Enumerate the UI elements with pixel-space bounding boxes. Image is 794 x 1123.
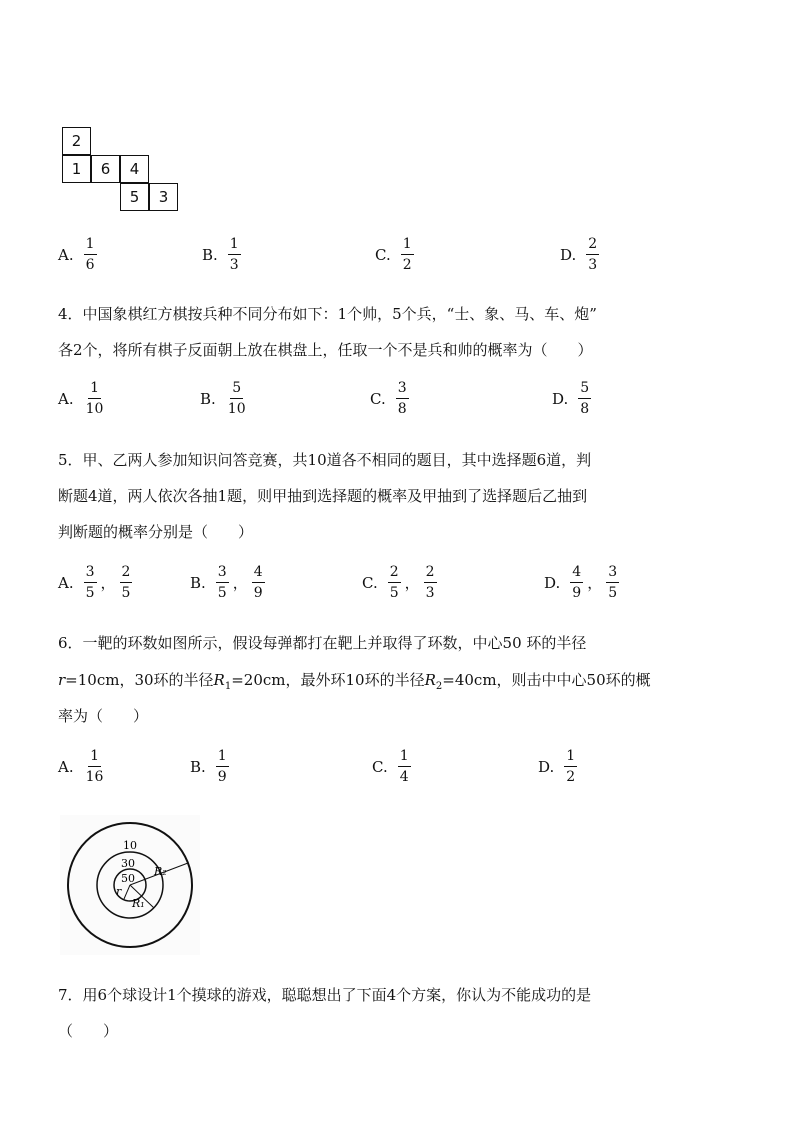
q3-option-b[interactable]: B. $\frac{1}{3}$ bbox=[202, 236, 239, 273]
fraction: $\frac{3}{5}$ bbox=[217, 564, 227, 601]
q4-option-a[interactable]: A. $\frac{1}{10}$ bbox=[58, 380, 104, 417]
q4-option-d[interactable]: D. $\frac{5}{8}$ bbox=[552, 380, 590, 417]
ring-label-50: 50 bbox=[121, 872, 135, 885]
fraction: $\frac{1}{3}$ bbox=[229, 236, 239, 273]
q4-option-c[interactable]: C. $\frac{3}{8}$ bbox=[370, 380, 407, 417]
fraction: $\frac{3}{5}$ bbox=[85, 564, 95, 601]
fraction: $\frac{5}{8}$ bbox=[580, 380, 590, 417]
label-r2: R₂ bbox=[154, 865, 167, 878]
q6-text-line3: 率为（ ） bbox=[58, 707, 149, 725]
q5-text-line2: 断题4道，两人依次各抽1题，则甲抽到选择题的概率及甲抽到了选择题后乙抽到 bbox=[58, 487, 588, 505]
q6-option-b[interactable]: B. $\frac{1}{9}$ bbox=[190, 748, 227, 785]
q5-option-c[interactable]: C. $\frac{2}{5}$ ， $\frac{2}{3}$ bbox=[362, 564, 435, 601]
q5-option-b[interactable]: B. $\frac{3}{5}$ ， $\frac{4}{9}$ bbox=[190, 564, 263, 601]
fraction: $\frac{1}{2}$ bbox=[402, 236, 412, 273]
fraction: $\frac{1}{10}$ bbox=[85, 380, 104, 417]
cube-face: 6 bbox=[91, 155, 120, 183]
fraction: $\frac{2}{3}$ bbox=[425, 564, 435, 601]
q5-options bbox=[0, 564, 794, 610]
fraction: $\frac{1}{16}$ bbox=[85, 748, 104, 785]
q6-option-d[interactable]: D. $\frac{1}{2}$ bbox=[538, 748, 576, 785]
q7-text-line1: 7．用6个球设计1个摸球的游戏，聪聪想出了下面4个方案，你认为不能成功的是 bbox=[58, 986, 592, 1004]
q5-option-d[interactable]: D. $\frac{4}{9}$ ， $\frac{3}{5}$ bbox=[544, 564, 618, 601]
target-figure bbox=[60, 815, 200, 955]
fraction: $\frac{2}{3}$ bbox=[588, 236, 598, 273]
fraction: $\frac{3}{8}$ bbox=[397, 380, 407, 417]
q4-options bbox=[0, 380, 794, 426]
q6-option-a[interactable]: A. $\frac{1}{16}$ bbox=[58, 748, 104, 785]
q4-text-line2: 各2个，将所有棋子反面朝上放在棋盘上，任取一个不是兵和帅的概率为（ ） bbox=[58, 341, 593, 359]
q5-text-line1: 5．甲、乙两人参加知识问答竞赛，共10道各不相同的题目，其中选择题6道，判 bbox=[58, 451, 592, 469]
fraction: $\frac{1}{4}$ bbox=[399, 748, 409, 785]
cube-face: 4 bbox=[120, 155, 149, 183]
q4-option-b[interactable]: B. $\frac{5}{10}$ bbox=[200, 380, 246, 417]
q7-text-line2: （ ） bbox=[58, 1022, 119, 1040]
fraction: $\frac{4}{9}$ bbox=[253, 564, 263, 601]
cube-face: 3 bbox=[149, 183, 178, 211]
fraction: $\frac{1}{2}$ bbox=[566, 748, 576, 785]
ring-label-10: 10 bbox=[123, 839, 137, 852]
label-r1: R₁ bbox=[132, 897, 145, 910]
fraction: $\frac{2}{5}$ bbox=[121, 564, 131, 601]
cube-face: 2 bbox=[62, 127, 91, 155]
cube-face: 1 bbox=[62, 155, 91, 183]
q3-options bbox=[0, 236, 794, 282]
q6-options bbox=[0, 748, 794, 794]
fraction: $\frac{4}{9}$ bbox=[572, 564, 582, 601]
q6-option-c[interactable]: C. $\frac{1}{4}$ bbox=[372, 748, 409, 785]
fraction: $\frac{3}{5}$ bbox=[608, 564, 618, 601]
q6-text-line1: 6．一靶的环数如图所示，假设每弹都打在靶上并取得了环数，中心50 环的半径 bbox=[58, 634, 587, 652]
q3-option-c[interactable]: C. $\frac{1}{2}$ bbox=[375, 236, 412, 273]
fraction: $\frac{2}{5}$ bbox=[389, 564, 399, 601]
q3-option-a[interactable]: A. $\frac{1}{6}$ bbox=[58, 236, 95, 273]
label-r: r bbox=[116, 885, 122, 898]
q6-text-line2: r=10cm，30环的半径$R_1=20cm$，最外环10环的半径$R_2=40cm$，则击中中心50环的概 bbox=[58, 671, 651, 692]
fraction: $\frac{1}{6}$ bbox=[85, 236, 95, 273]
q5-text-line3: 判断题的概率分别是（ ） bbox=[58, 523, 254, 541]
q5-option-a[interactable]: A. $\frac{3}{5}$ ， $\frac{2}{5}$ bbox=[58, 564, 131, 601]
fraction: $\frac{5}{10}$ bbox=[227, 380, 246, 417]
ring-label-30: 30 bbox=[121, 857, 135, 870]
cube-face: 5 bbox=[120, 183, 149, 211]
q3-option-d[interactable]: D. $\frac{2}{3}$ bbox=[560, 236, 598, 273]
q4-text-line1: 4．中国象棋红方棋按兵种不同分布如下：1个帅，5个兵，“士、象、马、车、炮” bbox=[58, 305, 597, 323]
fraction: $\frac{1}{9}$ bbox=[217, 748, 227, 785]
